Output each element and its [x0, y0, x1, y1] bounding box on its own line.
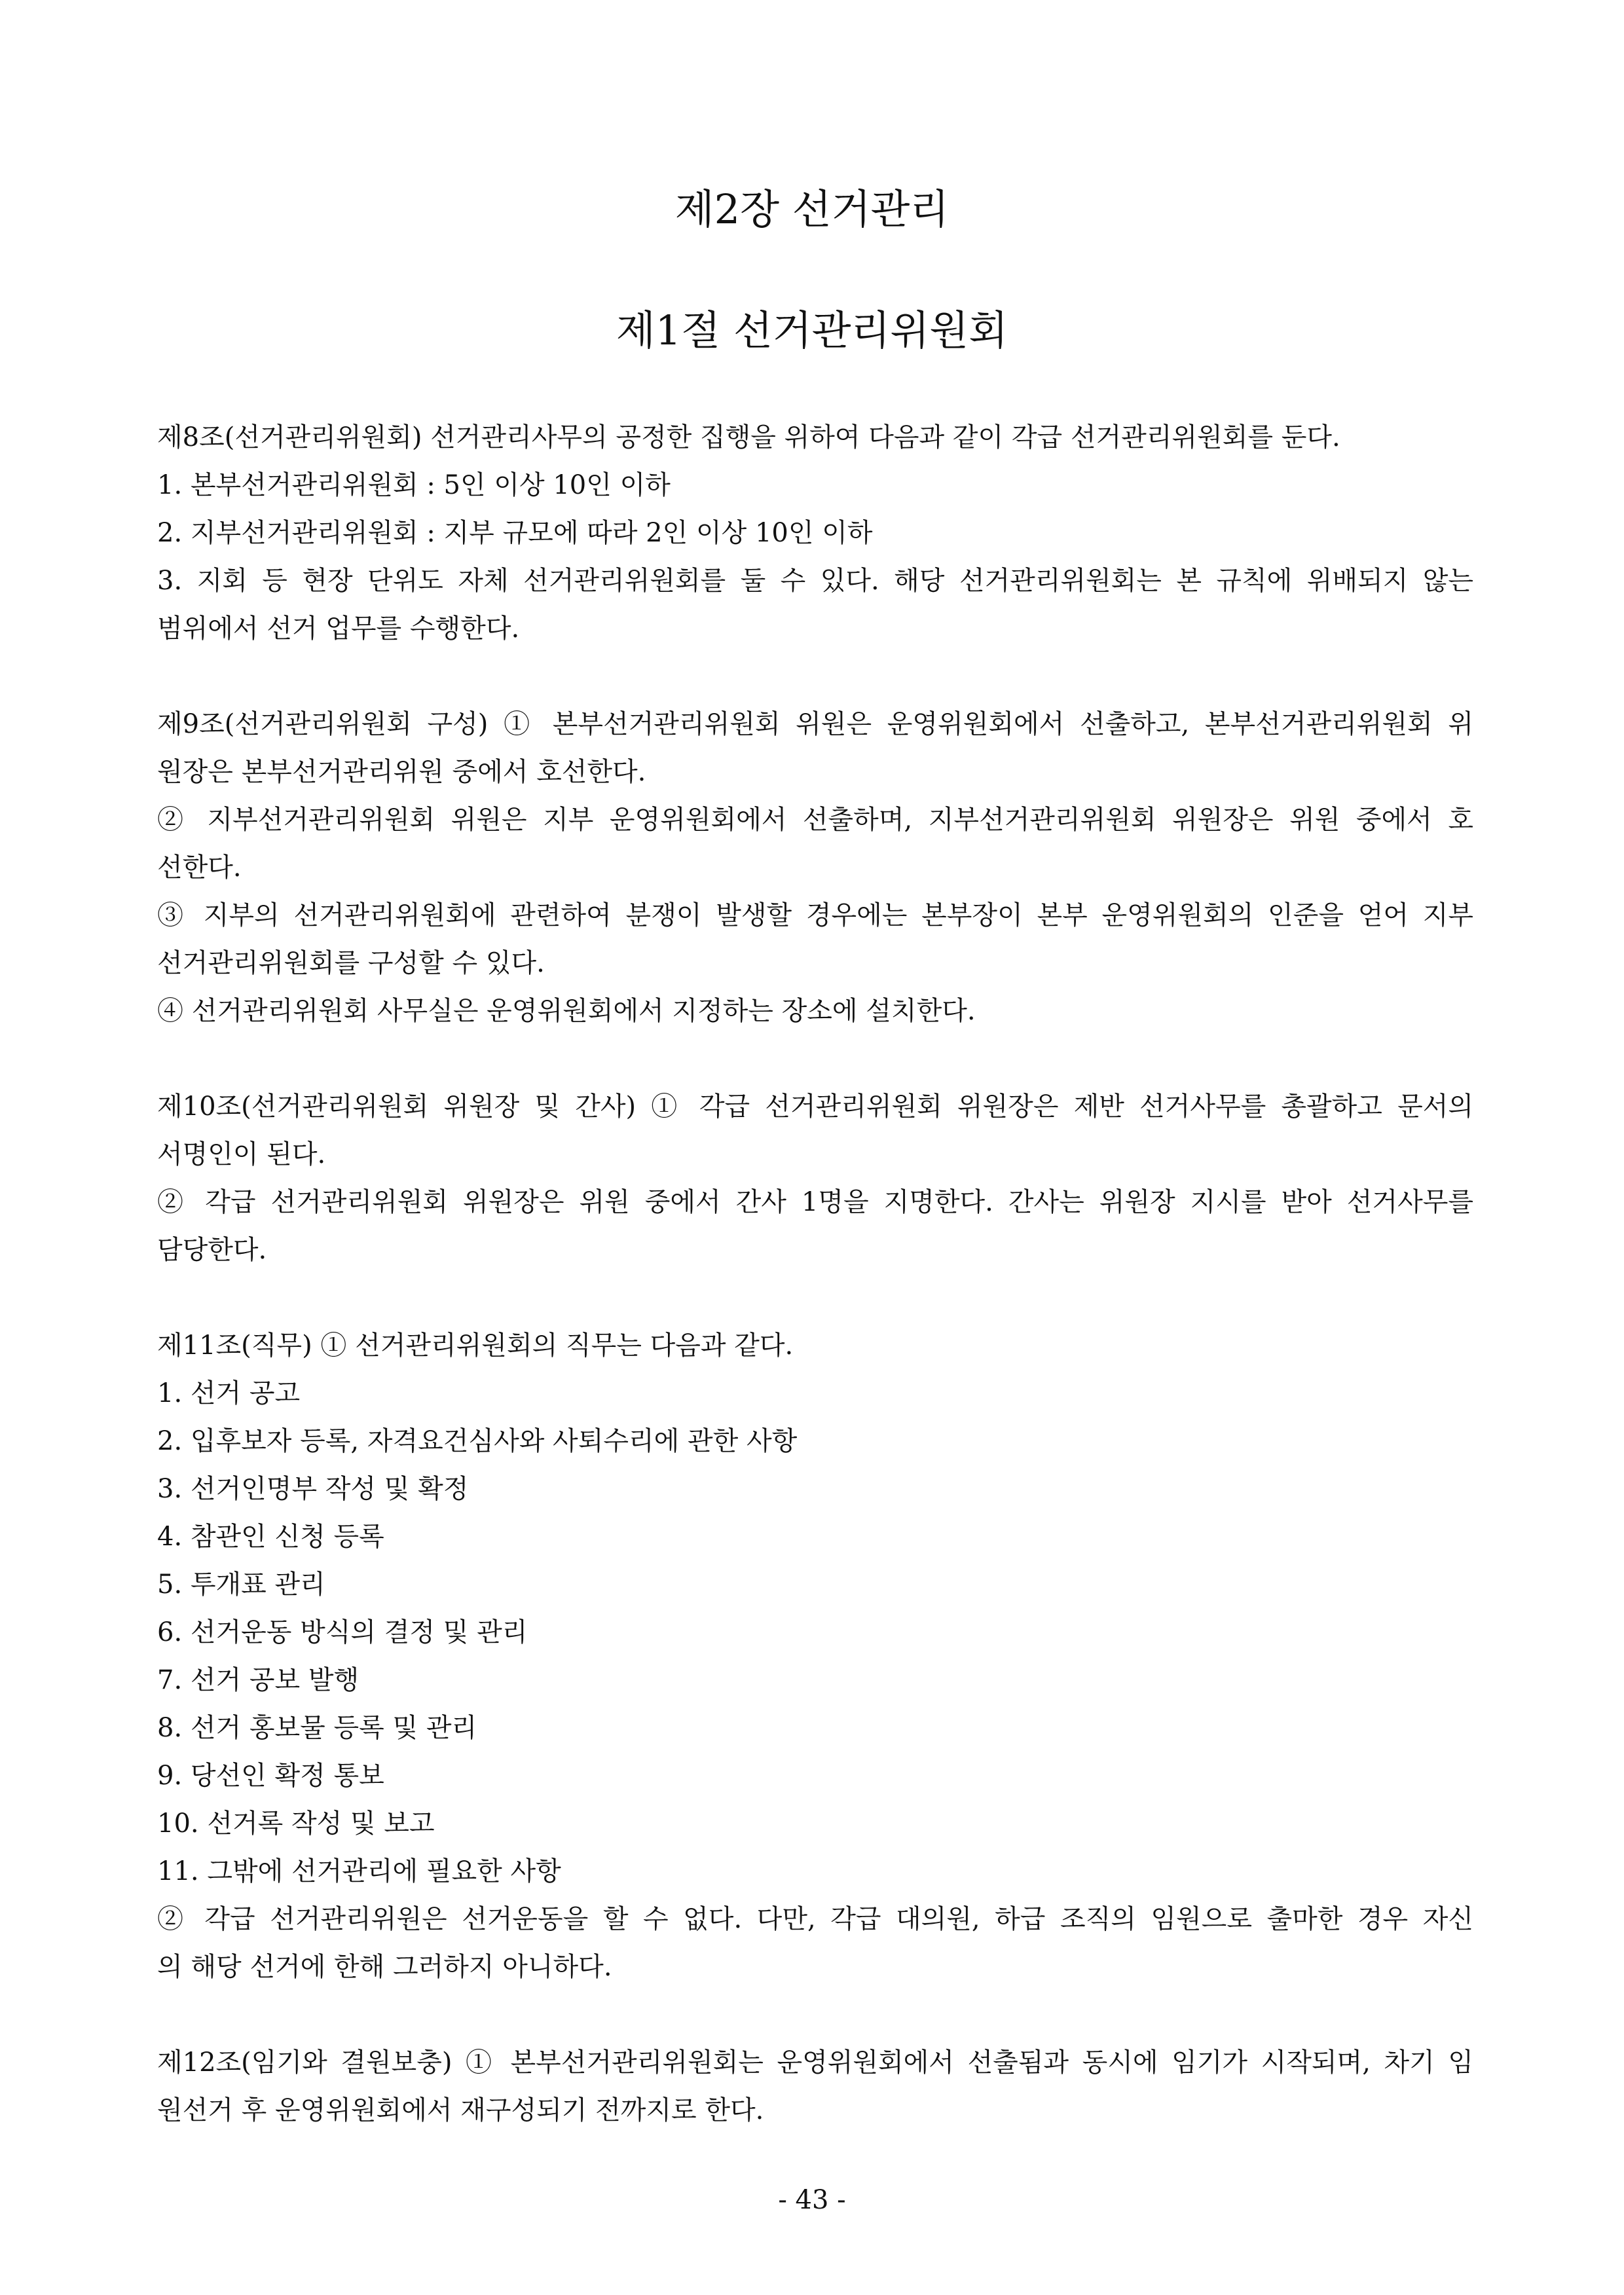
- section-title: 제1절 선거관리위원회: [616, 306, 1008, 354]
- text-line: ② 각급 선거관리위원은 선거운동을 할 수 없다. 다만, 각급 대의원, 하급 조직의 임원으로 출마한 경우 자신: [157, 1904, 1473, 1934]
- text-line: 1. 본부선거관리위원회 : 5인 이상 10인 이하: [157, 470, 671, 500]
- text-line: 9. 당선인 확정 통보: [157, 1761, 384, 1791]
- text-line: 의 해당 선거에 한해 그러하지 아니하다.: [157, 1952, 612, 1982]
- text-line: ② 지부선거관리위원회 위원은 지부 운영위원회에서 선출하며, 지부선거관리위원회 위원장은 위원 중에서 호: [157, 805, 1473, 835]
- paragraph-gap: [157, 653, 1473, 701]
- text-line: 3. 선거인명부 작성 및 확정: [157, 1474, 469, 1504]
- text-line: 범위에서 선거 업무를 수행한다.: [157, 614, 520, 644]
- text-line: 6. 선거운동 방식의 결정 및 관리: [157, 1617, 528, 1647]
- paragraph-gap: [157, 1991, 1473, 2039]
- text-line: 5. 투개표 관리: [157, 1570, 325, 1600]
- paragraph-gap: [157, 1035, 1473, 1083]
- text-line: 제12조(임기와 결원보충) ① 본부선거관리위원회는 운영위원회에서 선출됨과 동시에 임기가 시작되며, 차기 임: [157, 2047, 1473, 2078]
- text-line: 제11조(직무) ① 선거관리위원회의 직무는 다음과 같다.: [157, 1331, 794, 1361]
- text-line: 제10조(선거관리위원회 위원장 및 간사) ① 각급 선거관리위원회 위원장은 제반 선거사무를 총괄하고 문서의: [157, 1092, 1473, 1122]
- text-line: 11. 그밖에 선거관리에 필요한 사항: [157, 1856, 561, 1886]
- text-line: 3. 지회 등 현장 단위도 자체 선거관리위원회를 둘 수 있다. 해당 선거관리위원회는 본 규칙에 위배되지 않는: [157, 566, 1473, 596]
- text-line: 제8조(선거관리위원회) 선거관리사무의 공정한 집행을 위하여 다음과 같이 각급 선거관리위원회를 둔다.: [157, 422, 1340, 452]
- text-line: 서명인이 된다.: [157, 1139, 326, 1169]
- chapter-title: 제2장 선거관리: [674, 185, 950, 233]
- text-line: 2. 지부선거관리위원회 : 지부 규모에 따라 2인 이상 10인 이하: [157, 518, 873, 548]
- text-line: 원선거 후 운영위원회에서 재구성되기 전까지로 한다.: [157, 2095, 764, 2125]
- text-line: 7. 선거 공보 발행: [157, 1665, 360, 1695]
- text-line: 선거관리위원회를 구성할 수 있다.: [157, 948, 545, 978]
- text-line: 10. 선거록 작성 및 보고: [157, 1808, 435, 1839]
- text-line: ④ 선거관리위원회 사무실은 운영위원회에서 지정하는 장소에 설치한다.: [157, 996, 976, 1026]
- text-line: 선한다.: [157, 853, 242, 883]
- text-line: ② 각급 선거관리위원회 위원장은 위원 중에서 간사 1명을 지명한다. 간사는 위원장 지시를 받아 선거사무를: [157, 1187, 1473, 1217]
- text-line: 8. 선거 홍보물 등록 및 관리: [157, 1713, 477, 1743]
- text-line: 2. 입후보자 등록, 자격요건심사와 사퇴수리에 관한 사항: [157, 1426, 798, 1456]
- page-number: - 43 -: [778, 2185, 846, 2215]
- text-line: 1. 선거 공고: [157, 1378, 301, 1408]
- body-text: [157, 414, 1473, 2135]
- text-line: ③ 지부의 선거관리위원회에 관련하여 분쟁이 발생할 경우에는 본부장이 본부 운영위원회의 인준을 얻어 지부: [157, 900, 1473, 930]
- text-line: 원장은 본부선거관리위원 중에서 호선한다.: [157, 757, 646, 787]
- text-line: 담당한다.: [157, 1235, 267, 1265]
- paragraph-gap: [157, 1274, 1473, 1322]
- text-line: 제9조(선거관리위원회 구성) ① 본부선거관리위원회 위원은 운영위원회에서 선출하고, 본부선거관리위원회 위: [157, 709, 1473, 739]
- text-line: 4. 참관인 신청 등록: [157, 1522, 384, 1552]
